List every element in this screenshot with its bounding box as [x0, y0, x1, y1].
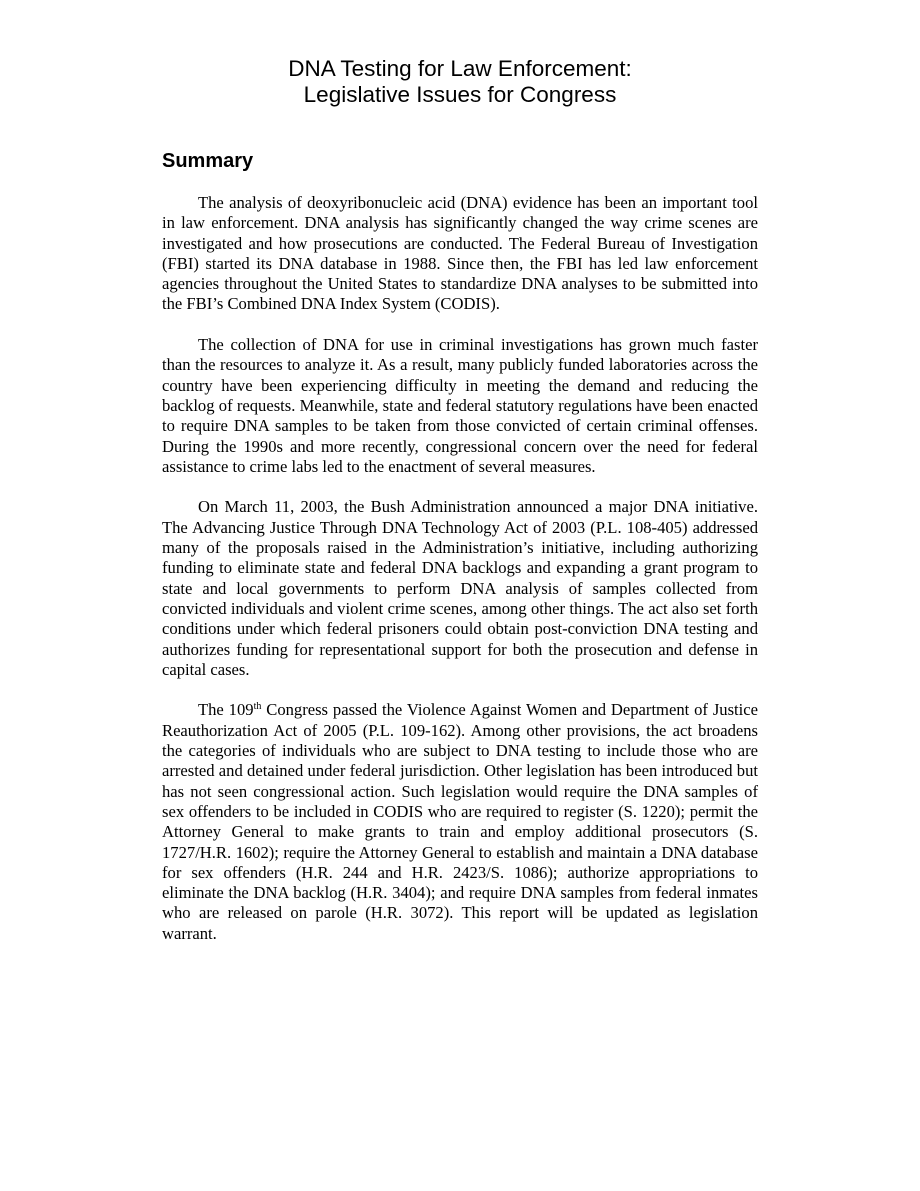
section-heading: Summary	[162, 150, 254, 172]
paragraph-1: The analysis of deoxyribonucleic acid (DNA) evidence has been an important tool in law enforcement. DNA analysis has significantly changed the way crime scenes are investigated and how prosecutions are conducted. The Federal Bureau of Investigation (FBI) started its DNA database in 1988. Since then, the FBI has led law enforcement agencies throughout the United States to standardize DNA analyses to be submitted into the FBI’s Combined DNA Index System (CODIS).	[162, 193, 758, 314]
document-title	[160, 56, 760, 108]
title-line-2: Legislative Issues for Congress	[303, 82, 617, 107]
paragraph-4-lead: The 109	[198, 700, 254, 720]
paragraph-4-rest: Congress passed the Violence Against Women and Department of Justice Reauthorization Act of 2005 (P.L. 109-162). Among other provisions, the act broadens the categories of individuals who are subject to DNA testing to include those who are arrested and detained under federal jurisdiction. Other legislation has been introduced but has not seen congressional action. Such legislation would require the DNA samples of sex offenders to be included in CODIS who are required to register (S. 1220); permit the Attorney General to make grants to train and employ additional prosecutors (S. 1727/H.R. 1602); require the Attorney General to establish and maintain a DNA database for sex offenders (H.R. 244 and H.R. 2423/S. 1086); authorize appropriations to eliminate the DNA backlog (H.R. 3404); and require DNA samples from federal inmates who are released on parole (H.R. 3072). This report will be updated as legislation warrant.	[162, 700, 758, 943]
ordinal-superscript: th	[253, 701, 262, 713]
paragraph-4	[162, 700, 758, 944]
paragraph-2: The collection of DNA for use in criminal investigations has grown much faster than the resources to analyze it. As a result, many publicly funded laboratories across the country have been experiencing difficulty in meeting the demand and reducing the backlog of requests. Meanwhile, state and federal statutory regulations have been enacted to require DNA samples to be taken from those convicted of certain criminal offenses. During the 1990s and more recently, congressional concern over the need for federal assistance to crime labs led to the enactment of several measures.	[162, 335, 758, 476]
title-line-1: DNA Testing for Law Enforcement:	[288, 56, 632, 81]
summary-body	[162, 193, 758, 964]
paragraph-3: On March 11, 2003, the Bush Administration announced a major DNA initiative. The Advancing Justice Through DNA Technology Act of 2003 (P.L. 108-405) addressed many of the proposals raised in the Administration’s initiative, including authorizing funding to eliminate state and federal DNA backlogs and expanding a grant program to state and local governments to perform DNA analysis of samples collected from convicted individuals and violent crime scenes, among other things. The act also set forth conditions under which federal prisoners could obtain post-conviction DNA testing and authorizes funding for representational support for both the prosecution and defense in capital cases.	[162, 497, 758, 679]
